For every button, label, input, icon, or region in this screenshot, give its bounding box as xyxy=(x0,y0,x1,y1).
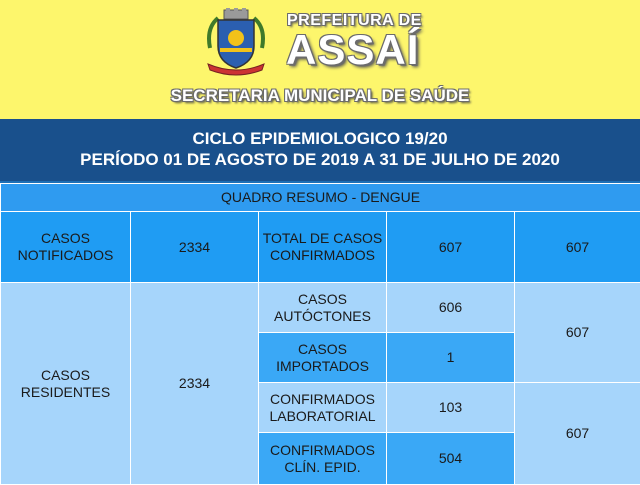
autoctones-label: CASOS AUTÓCTONES xyxy=(259,283,387,333)
table-row xyxy=(1,283,640,333)
residentes-value: 2334 xyxy=(131,283,259,485)
period-title: PERÍODO 01 DE AGOSTO DE 2019 A 31 DE JULHO DE 2020 xyxy=(80,150,560,169)
clinico-value: 504 xyxy=(387,433,515,485)
laboratorial-value: 103 xyxy=(387,383,515,433)
table-title: QUADRO RESUMO - DENGUE xyxy=(1,184,640,212)
confirmed-label: TOTAL DE CASOS CONFIRMADOS xyxy=(259,212,387,283)
table-title-row xyxy=(1,184,640,212)
brand-top: PREFEITURA DE xyxy=(287,12,422,29)
laboratorial-label: CONFIRMADOS LABORATORIAL xyxy=(259,383,387,433)
confirmed-value: 607 xyxy=(387,212,515,283)
header xyxy=(0,0,640,119)
summary-table xyxy=(0,183,640,485)
notificados-label: CASOS NOTIFICADOS xyxy=(1,212,131,283)
residentes-label: CASOS RESIDENTES xyxy=(1,283,131,485)
confirmed-total: 607 xyxy=(515,212,640,283)
clinico-label: CONFIRMADOS CLÍN. EPID. xyxy=(259,433,387,485)
brand-main: ASSAÍ xyxy=(286,26,420,73)
cycle-title: CICLO EPIDEMIOLOGICO 19/20 xyxy=(192,129,448,148)
importados-value: 1 xyxy=(387,333,515,383)
origin-total: 607 xyxy=(515,283,640,383)
table-row xyxy=(1,212,640,283)
importados-label: CASOS IMPORTADOS xyxy=(259,333,387,383)
notificados-value: 2334 xyxy=(131,212,259,283)
criteria-total: 607 xyxy=(515,383,640,485)
municipal-crest-icon xyxy=(204,8,268,76)
autoctones-value: 606 xyxy=(387,283,515,333)
secretaria-title: SECRETARIA MUNICIPAL DE SAÚDE xyxy=(170,86,470,105)
cycle-band xyxy=(0,119,640,181)
